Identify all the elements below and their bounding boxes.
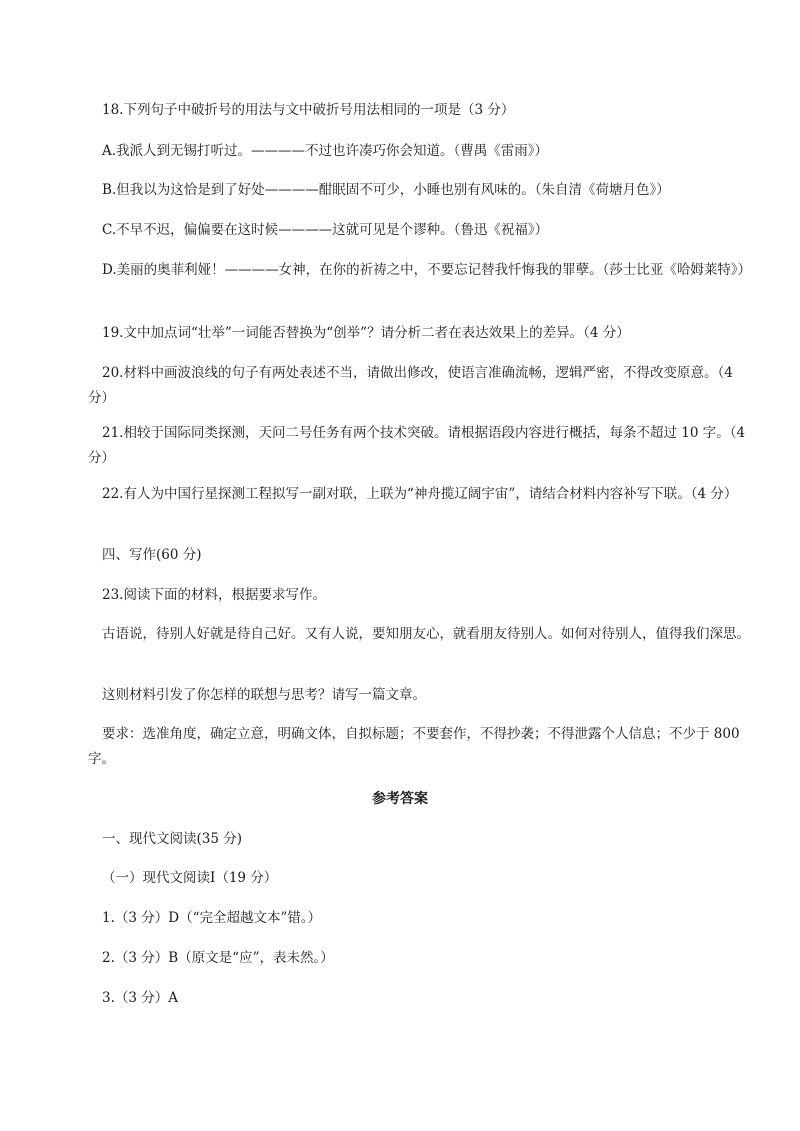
question-18-option-b: B.但我以为这恰是到了好处————酣眠固不可少，小睡也别有风味的。（朱自清《荷塘月色》） (102, 182, 670, 198)
question-18-option-d: D.美丽的奥菲利娅！————女神，在你的祈祷之中，不要忘记替我忏悔我的罪孽。（莎士比亚《哈姆莱特》） (102, 262, 752, 278)
answer-1: 1.（3 分）D（“完全超越文本”错。） (102, 910, 322, 926)
writing-section-heading: 四、写作(60 分) (102, 547, 202, 563)
writing-material: 古语说，待别人好就是待自己好。又有人说，要知朋友心，就看朋友待别人。如何对待别人，值得我们深思。 (102, 626, 750, 642)
answer-2: 2.（3 分）B（原文是“应”，表未然。） (102, 950, 334, 966)
question-18-option-c: C.不早不迟，偏偏要在这时候————这就可见是个谬种。（鲁迅《祝福》） (102, 222, 549, 238)
answer-3: 3.（3 分）A (102, 990, 179, 1006)
answer-subsection-heading: （一）现代文阅读Ⅰ（19 分） (102, 870, 278, 886)
question-23-stem: 23.阅读下面的材料，根据要求写作。 (102, 587, 326, 603)
writing-requirements: 要求：选准角度，确定立意，明确文体，自拟标题；不要套作，不得抄袭；不得泄露个人信息；不少于 800 字。 (88, 726, 740, 767)
writing-prompt: 这则材料引发了你怎样的联想与思考？请写一篇文章。 (102, 687, 426, 703)
question-22: 22.有人为中国行星探测工程拟写一副对联，上联为“神舟揽辽阔宇宙”，请结合材料内容补写下联。（4 分） (102, 486, 738, 502)
question-21: 21.相较于国际同类探测，天问二号任务有两个技术突破。请根据语段内容进行概括，每条不超过 10 字。（4 分） (88, 425, 746, 466)
question-18-stem: 18.下列句子中破折号的用法与文中破折号用法相同的一项是（3 分） (102, 102, 515, 118)
question-18-option-a: A.我派人到无锡打听过。————不过也许凑巧你会知道。（曹禺《雷雨》） (102, 143, 549, 159)
question-19: 19.文中加点词“壮举”一词能否替换为“创举”？请分析二者在表达效果上的差异。（4 分） (102, 325, 630, 341)
question-20: 20.材料中画波浪线的句子有两处表述不当，请做出修改，使语言准确流畅，逻辑严密，不得改变原意。（4 分） (88, 365, 733, 406)
answer-key-title: 参考答案 (372, 791, 428, 807)
answer-section-heading: 一、现代文阅读(35 分) (102, 831, 243, 847)
